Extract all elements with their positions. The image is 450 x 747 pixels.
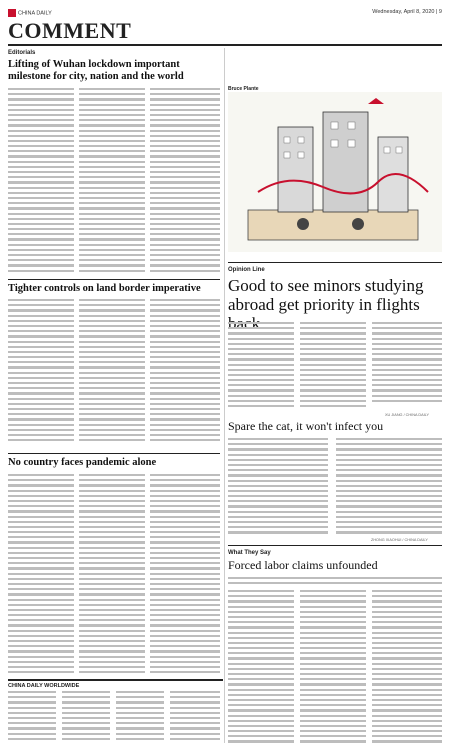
opinion-line-label: Opinion Line [228, 267, 265, 273]
divider [8, 453, 220, 454]
second-opinion-headline: Spare the cat, it won't infect you [228, 419, 384, 433]
section-title: COMMENT [8, 18, 132, 43]
third-editorial-body-col1 [8, 474, 74, 674]
what-they-say-body-col2 [300, 590, 366, 743]
divider [228, 545, 442, 546]
footer-title: CHINA DAILY WORLDWIDE [8, 683, 80, 689]
second-opinion-body-col1 [228, 438, 328, 538]
opinion-byline: XU JIANG / CHINA DAILY [385, 413, 430, 417]
editorial-cartoon [228, 92, 442, 252]
opinion-body-col2 [300, 322, 366, 412]
footer-block-3 [116, 691, 164, 743]
divider [8, 279, 220, 280]
second-opinion-byline: ZHONG XIAOHUI / CHINA DAILY [371, 538, 428, 542]
lead-editorial-body-col1 [8, 88, 74, 273]
paper-name: CHINA DAILY [8, 9, 52, 17]
opinion-headline: Good to see minors studying abroad get priority in flights [228, 276, 424, 315]
cartoon-illustration [228, 92, 442, 252]
opinion-body-col1 [228, 322, 294, 412]
opinion-body-col3 [372, 322, 442, 412]
cartoonist-name: Bruce Plante [228, 86, 259, 92]
third-editorial-headline: No country faces pandemic alone [8, 457, 157, 468]
china-daily-logo-icon [8, 9, 16, 17]
footer-rule [8, 679, 223, 681]
what-they-say-headline: Forced labor claims unfounded [228, 558, 378, 572]
footer-block-4 [170, 691, 220, 743]
lead-editorial-body-col2 [79, 88, 145, 273]
second-editorial-headline: Tighter controls on land border imperative [8, 283, 201, 294]
second-editorial-body-col2 [79, 299, 145, 444]
second-editorial-body-col1 [8, 299, 74, 444]
lead-editorial-headline: Lifting of Wuhan lockdown important milestone for city, nation and the world [8, 59, 184, 82]
lead-editorial-body-col3 [150, 88, 220, 273]
divider [228, 262, 442, 263]
footer-block-2 [62, 691, 110, 743]
third-editorial-body-col2 [79, 474, 145, 674]
third-editorial-body-col3 [150, 474, 220, 674]
what-they-say-label: What They Say [228, 550, 271, 556]
page-reference: Wednesday, April 8, 2020 | 9 [372, 9, 442, 15]
footer-block-1 [8, 691, 56, 743]
what-they-say-body-col3 [372, 590, 442, 743]
column-divider [224, 48, 225, 743]
second-opinion-body-col2 [336, 438, 442, 538]
second-editorial-body-col3 [150, 299, 220, 444]
header-rule [8, 44, 442, 46]
editors-note [228, 577, 442, 587]
editorials-label: Editorials [8, 50, 36, 56]
what-they-say-body-col1 [228, 590, 294, 743]
